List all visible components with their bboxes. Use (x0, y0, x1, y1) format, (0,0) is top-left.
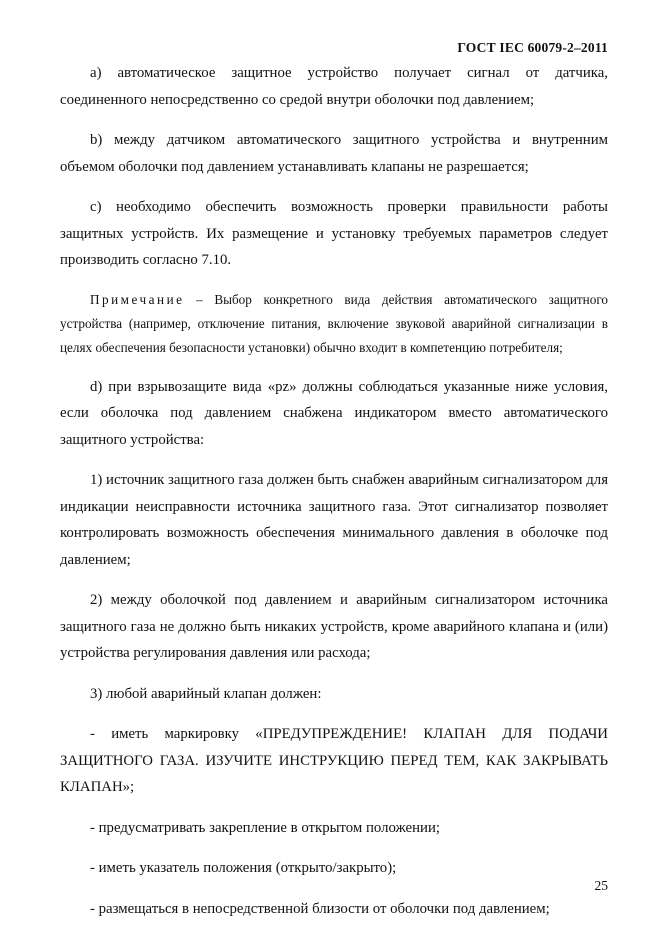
page-number: 25 (594, 878, 608, 893)
paragraph-d2: 2) между оболочкой под давлением и аварийным сигнализатором источника защитного газа не должно быть никаких устройств, кроме аварийного клапана и (или) устройства регулирования давления или расхода; (60, 592, 608, 661)
note (60, 288, 608, 360)
list-item-indicator: - иметь указатель положения (открыто/закрыто); (90, 860, 397, 876)
note-label: Примечание (90, 291, 185, 307)
paragraph-d3: 3) любой аварийный клапан должен: (90, 685, 322, 702)
paragraph-a: а) автоматическое защитное устройство получает сигнал от датчика, соединенного непосредственно со средой внутри оболочки под давлением; (60, 65, 608, 108)
list-item-location: - размещаться в непосредственной близости от оболочки под давлением; (90, 900, 550, 917)
document-header: ГОСТ IEC 60079-2–2011 (457, 40, 608, 55)
paragraph-d1: 1) источник защитного газа должен быть снабжен аварийным сигнализатором для индикации неисправности источника защитного газа. Этот сигнализатор позволяет контролировать возможность обеспечения минимального давления в оболочке под давлением; (60, 472, 608, 568)
list-item-marking: - иметь маркировку «ПРЕДУПРЕЖДЕНИЕ! КЛАПАН ДЛЯ ПОДАЧИ ЗАЩИТНОГО ГАЗА. ИЗУЧИТЕ ИНСТРУКЦИЮ ПЕРЕД ТЕМ, КАК ЗАКРЫВАТЬ КЛАПАН»; (60, 726, 608, 795)
paragraph-c: с) необходимо обеспечить возможность проверки правильности работы защитных устройств. Их размещение и установку требуемых параметров следует производить согласно 7.10. (60, 199, 608, 268)
paragraph-d: d) при взрывозащите вида «pz» должны соблюдаться указанные ниже условия, если оболочка под давлением снабжена индикатором вместо автоматического защитного устройства: (60, 378, 608, 448)
list-item-fixing: - предусматривать закрепление в открытом положении; (90, 819, 440, 836)
note-text: – Выбор конкретного вида действия автоматического защитного устройства (например, отключение питания, включение звуковой аварийной сигнализации в целях обеспечения безопасности установки) обычно входит в компетенцию потребителя; (60, 291, 608, 355)
page-body (60, 60, 608, 936)
paragraph-b: b) между датчиком автоматического защитного устройства и внутренним объемом оболочки под давлением устанавливать клапаны не разрешается; (60, 132, 608, 175)
